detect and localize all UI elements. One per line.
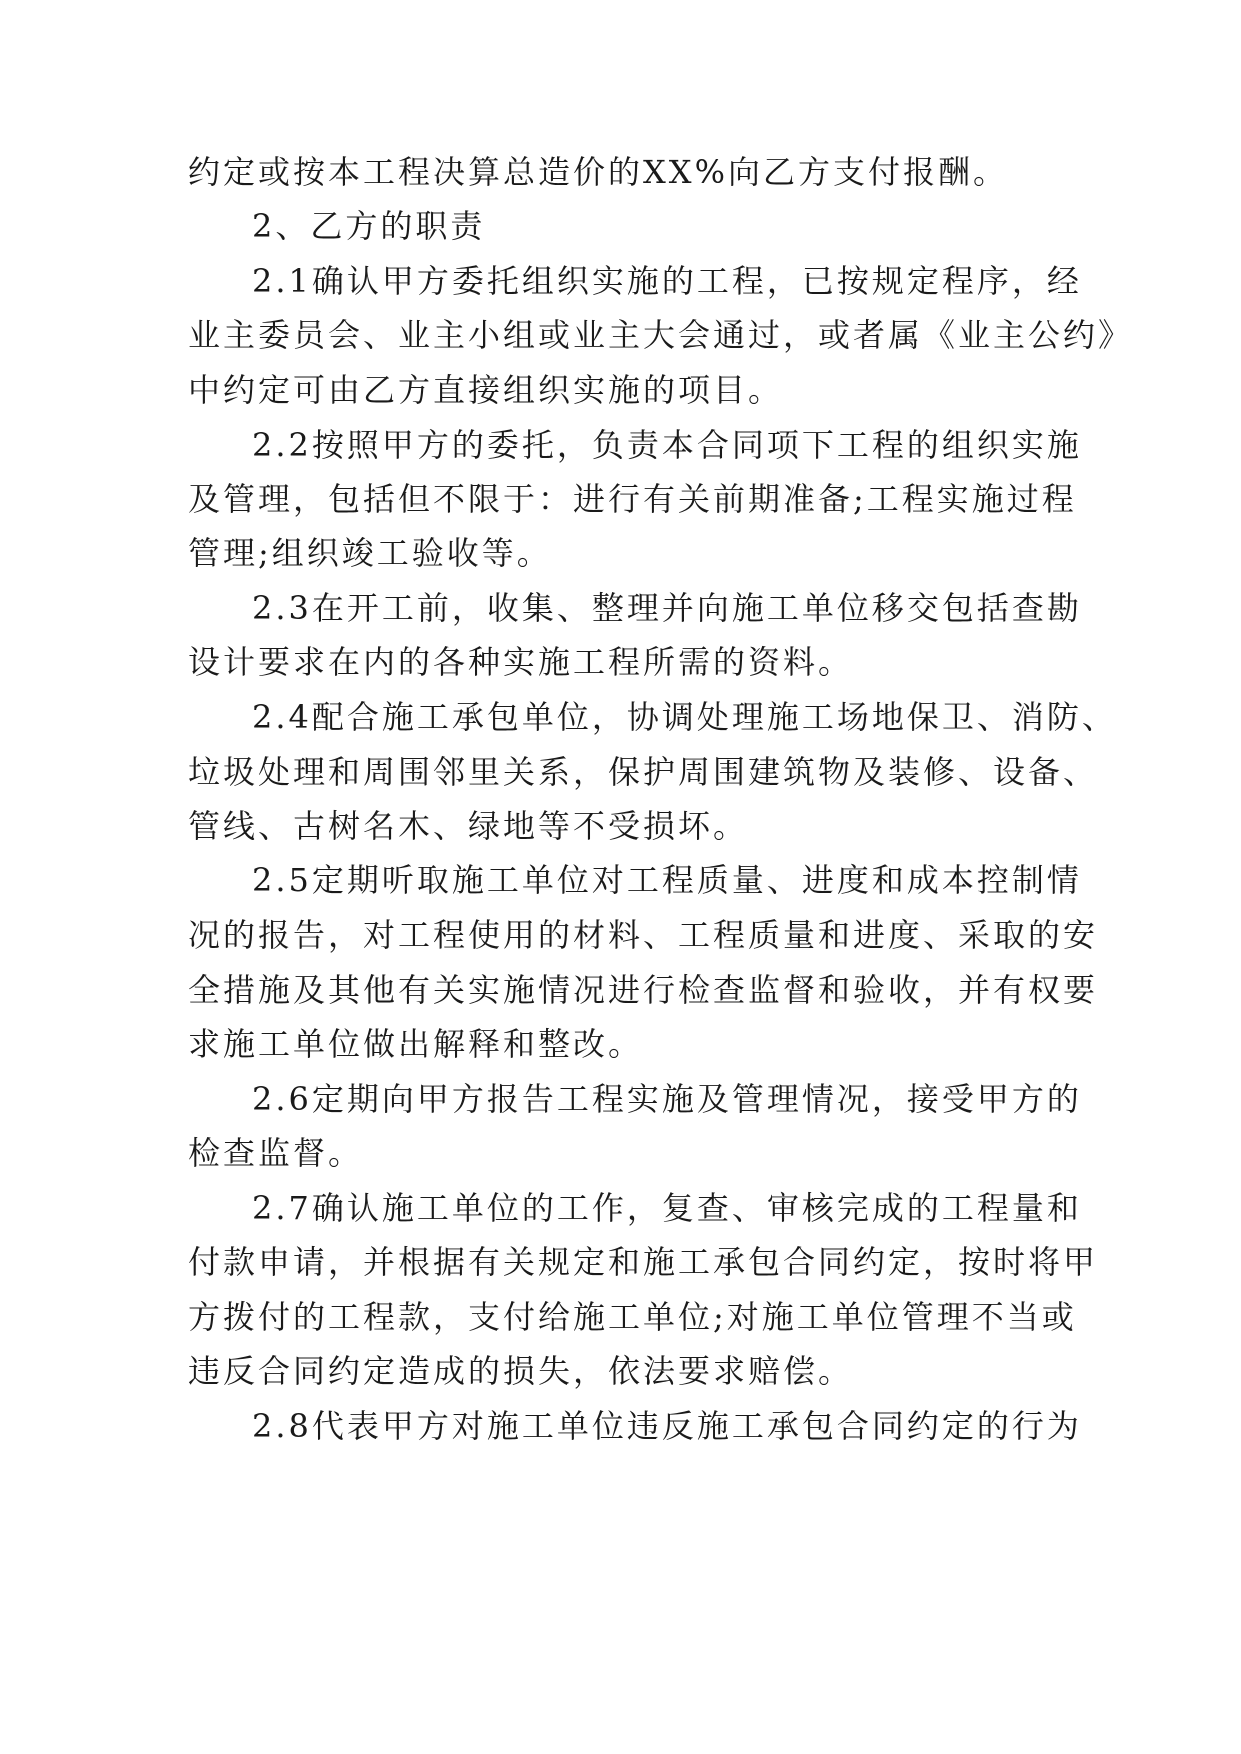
section-heading: 2、乙方的职责 [252,207,486,245]
clause-2-4: 2.4配合施工承包单位，协调处理施工场地保卫、消防、 [252,698,1117,736]
text-line: 及管理，包括但不限于：进行有关前期准备;工程实施过程 [188,480,1077,518]
clause-2-5: 2.5定期听取施工单位对工程质量、进度和成本控制情 [252,861,1082,899]
text-line: 全措施及其他有关实施情况进行检查监督和验收，并有权要 [188,971,1099,1009]
text-line: 中约定可由乙方直接组织实施的项目。 [188,371,784,409]
text-line: 况的报告，对工程使用的材料、工程质量和进度、采取的安 [188,916,1099,954]
text-line: 付款申请，并根据有关规定和施工承包合同约定，按时将甲 [188,1243,1099,1281]
clause-2-7: 2.7确认施工单位的工作，复查、审核完成的工程量和 [252,1189,1082,1227]
clause-2-1: 2.1确认甲方委托组织实施的工程，已按规定程序，经 [252,262,1082,300]
text-line: 约定或按本工程决算总造价的XX%向乙方支付报酬。 [188,153,1008,191]
clause-2-8: 2.8代表甲方对施工单位违反施工承包合同约定的行为 [252,1407,1082,1445]
text-line: 违反合同约定造成的损失，依法要求赔偿。 [188,1352,854,1390]
text-line: 管线、古树名木、绿地等不受损坏。 [188,807,749,845]
text-line: 方拨付的工程款，支付给施工单位;对施工单位管理不当或 [188,1298,1077,1336]
text-line: 业主委员会、业主小组或业主大会通过，或者属《业主公约》 [188,316,1134,354]
clause-2-2: 2.2按照甲方的委托，负责本合同项下工程的组织实施 [252,426,1082,464]
clause-2-6: 2.6定期向甲方报告工程实施及管理情况，接受甲方的 [252,1080,1082,1118]
text-line: 检查监督。 [188,1134,364,1172]
text-line: 设计要求在内的各种实施工程所需的资料。 [188,643,854,681]
text-line: 管理;组织竣工验收等。 [188,534,552,572]
clause-2-3: 2.3在开工前，收集、整理并向施工单位移交包括查勘 [252,589,1082,627]
text-line: 求施工单位做出解释和整改。 [188,1025,644,1063]
text-line: 垃圾处理和周围邻里关系，保护周围建筑物及装修、设备、 [188,753,1099,791]
